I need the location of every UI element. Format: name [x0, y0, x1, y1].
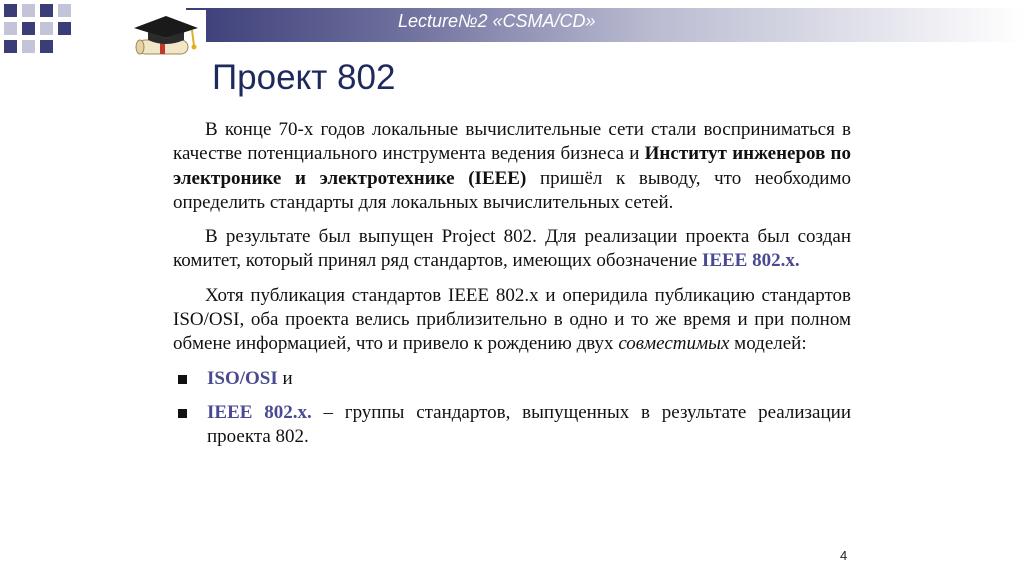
header-bar	[186, 8, 1024, 42]
paragraph-3-lead: Хотя публикация стандартов IEEE 802.x и оперидила публикацию стандартов ISO/OSI, оба проекта велись приблизительно в одно и то же время и при полном обмене информацией, что и привело к рождению двух	[173, 284, 851, 355]
bullet-2-term: IEEE 802.x.	[207, 401, 312, 423]
slide-title: Проект 802	[212, 58, 396, 97]
bullet-item-ieee-802x	[173, 401, 851, 450]
paragraph-3-tail: моделей:	[729, 333, 807, 355]
graduation-cap-diploma-icon	[126, 10, 206, 68]
slide-body	[173, 118, 851, 460]
page-number: 4	[840, 548, 848, 563]
ieee-802x-term: IEEE 802.x.	[701, 250, 800, 272]
paragraph-1-lead: В конце 70-х годов локальные вычислительные сети стали восприниматься в качестве потенциального инструмента ведения бизнеса и	[173, 119, 851, 165]
lecture-header: Lecture№2 «CSMA/CD»	[398, 11, 596, 31]
square-bullet-icon	[178, 409, 187, 418]
ieee-institute-name: Институт инженеров по электронике и электротехнике (IEEE)	[173, 143, 851, 189]
paragraph-2-lead: В результате был выпущен Project 802. Для реализации проекта был создан комитет, который принял ряд стандартов, имеющих обозначение	[173, 226, 851, 272]
bullet-1-text: и	[277, 367, 293, 389]
bullet-item-iso-osi	[173, 367, 851, 391]
compatible-term: совместимых	[618, 333, 730, 355]
bullet-2-text: – группы стандартов, выпущенных в результате реализации проекта 802.	[207, 401, 851, 448]
square-bullet-icon	[178, 375, 187, 384]
paragraph-1	[173, 118, 851, 215]
paragraph-2	[173, 225, 851, 274]
bullet-1-term: ISO/OSI	[207, 367, 278, 389]
paragraph-1-tail: пришёл к выводу, что необходимо определить стандарты для локальных вычислительных сетей.	[173, 167, 851, 213]
paragraph-3	[173, 284, 851, 357]
